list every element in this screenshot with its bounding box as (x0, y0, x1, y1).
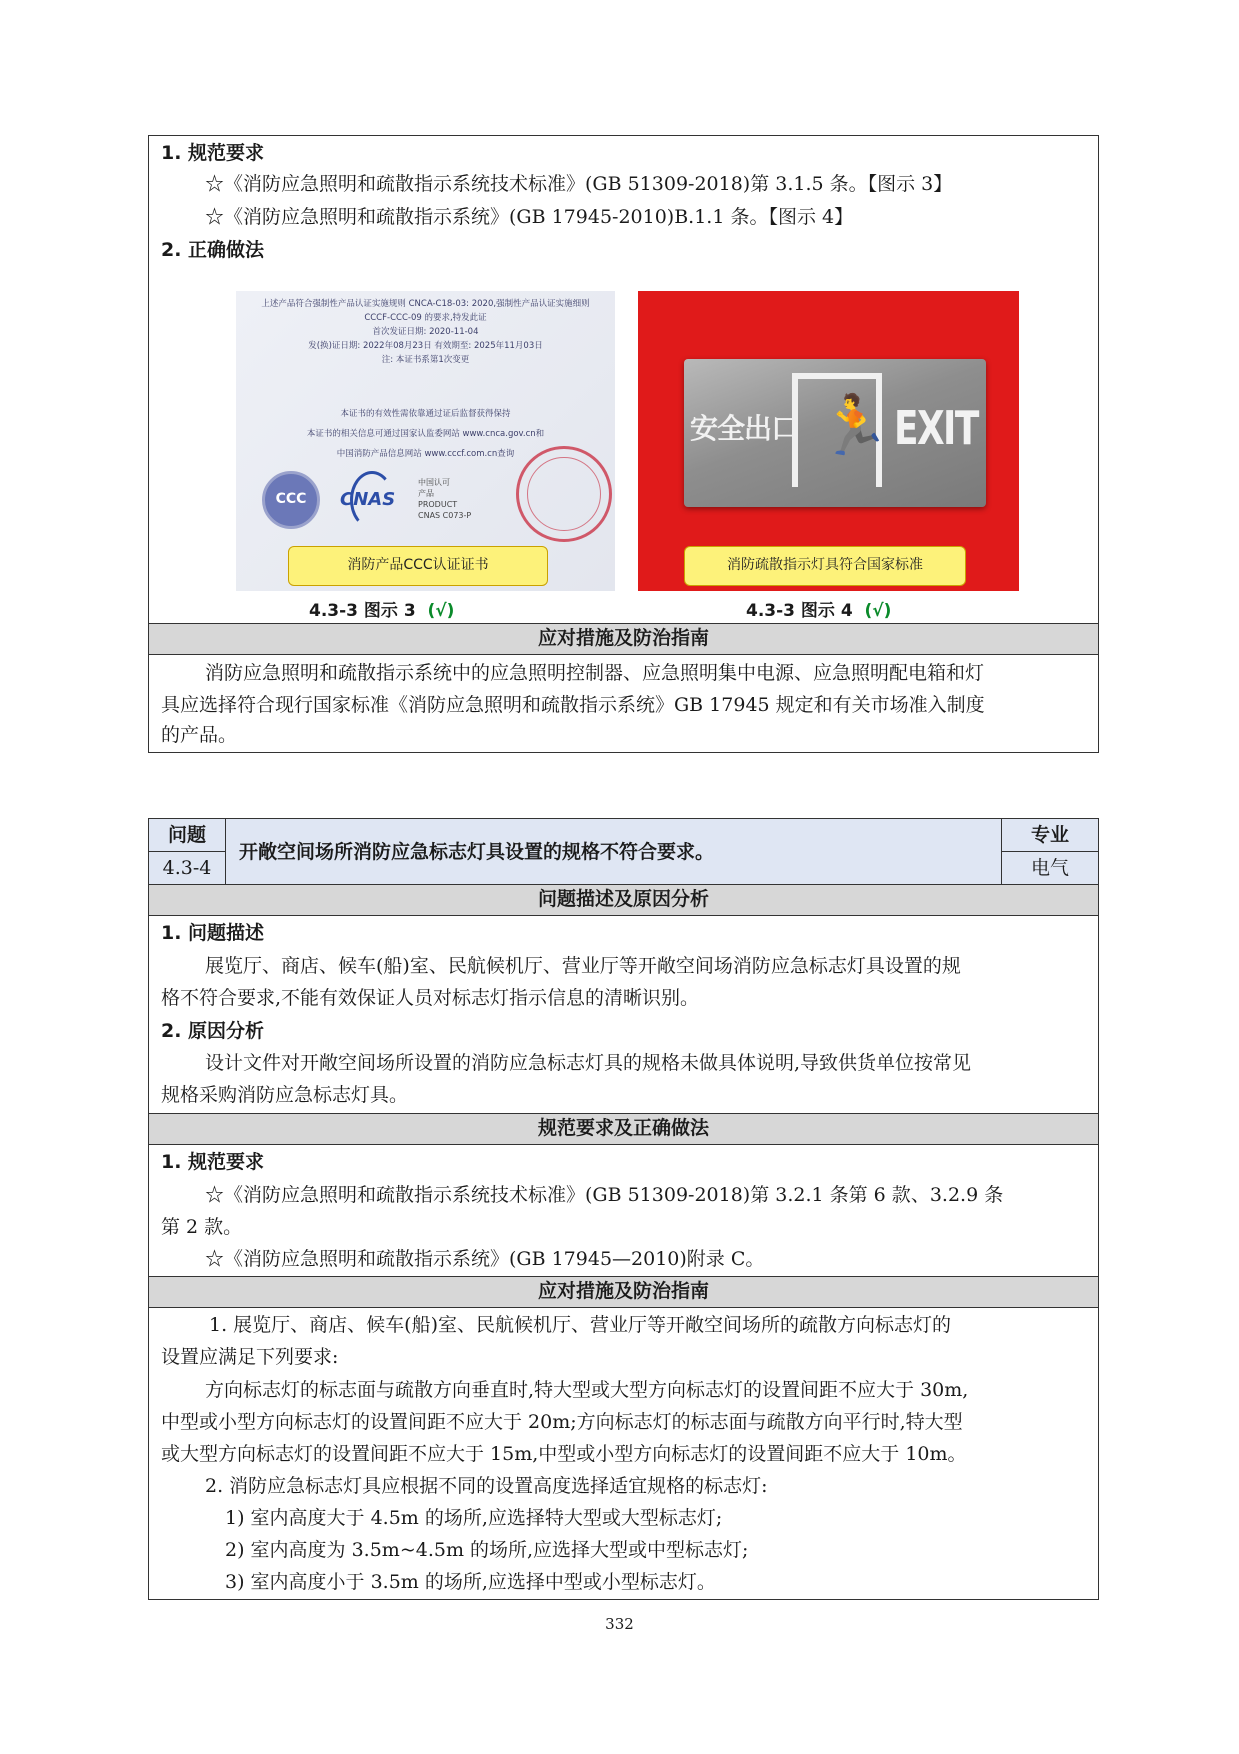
cert-line-7: 本证书的相关信息可通过国家认监委网站 www.cnca.gov.cn和 (306, 429, 545, 439)
section2-table (148, 818, 1099, 1600)
req-heading: 1. 规范要求 (161, 142, 265, 164)
measures2-line-2: 设置应满足下列要求: (161, 1346, 339, 1368)
exit-sign-plate (684, 359, 986, 507)
cert-line-4: 发(换)证日期: 2022年08月23日 有效期至: 2025年11月03日 (308, 341, 543, 351)
figure3-badge: 消防产品CCC认证证书 (288, 546, 548, 586)
analysis-band: 问题描述及原因分析 (149, 884, 1098, 916)
figure4-caption: 4.3-3 图示 4 (√) (746, 601, 892, 621)
req2-line-3: ☆《消防应急照明和疏散指示系统》(GB 17945—2010)附录 C。 (205, 1248, 765, 1270)
desc-line-2: 格不符合要求,不能有效保证人员对标志灯指示信息的清晰识别。 (161, 987, 700, 1009)
practice-heading: 2. 正确做法 (161, 239, 265, 261)
header-vline-1 (225, 819, 226, 885)
exit-sign-en-text: EXIT (894, 401, 978, 455)
measures-band-2: 应对措施及防治指南 (149, 1276, 1098, 1308)
measures-band-1: 应对措施及防治指南 (149, 623, 1098, 655)
req-line-2: ☆《消防应急照明和疏散指示系统》(GB 17945-2010)B.1.1 条。【图示 4】 (205, 206, 854, 228)
ccc-certificate-image (236, 291, 615, 591)
cert-line-3: 首次发证日期: 2020-11-04 (372, 327, 479, 337)
cnas-product-text: 中国认可 产品 PRODUCT CNAS C073-P (418, 478, 472, 520)
measures2-line-1: 1. 展览厅、商店、候车(船)室、民航候机厅、营业厅等开敞空间场所的疏散方向标志灯的 (209, 1314, 951, 1336)
req2-heading: 1. 规范要求 (161, 1151, 265, 1173)
cause-line-1: 设计文件对开敞空间场所设置的消防应急标志灯具的规格未做具体说明,导致供货单位按常见 (205, 1052, 972, 1074)
cause-line-2: 规格采购消防应急标志灯具。 (161, 1084, 409, 1106)
measures1-line-2: 具应选择符合现行国家标准《消防应急照明和疏散指示系统》GB 17945 规定和有关市场准入制度 (161, 694, 985, 716)
issue-label: 问题 (167, 824, 206, 846)
issue-number: 4.3-4 (162, 857, 212, 879)
measures2-line-8: 2) 室内高度为 3.5m~4.5m 的场所,应选择大型或中型标志灯; (225, 1539, 749, 1561)
cert-line-1: 上述产品符合强制性产品认证实施规则 CNCA-C18-03: 2020,强制性产品认证实施细则 (261, 299, 590, 309)
measures2-line-5: 或大型方向标志灯的设置间距不应大于 15m,中型或小型方向标志灯的设置间距不应大于 10m。 (161, 1443, 967, 1465)
section1-table (148, 135, 1099, 753)
exit-sign-image (638, 291, 1019, 591)
req-line-1: ☆《消防应急照明和疏散指示系统技术标准》(GB 51309-2018)第 3.1.5 条。【图示 3】 (205, 173, 953, 195)
issue-title: 开敞空间场所消防应急标志灯具设置的规格不符合要求。 (239, 841, 715, 863)
ccc-logo-icon: CCC (262, 471, 320, 529)
running-man-icon: 🏃 (792, 373, 882, 487)
major-label: 专业 (1030, 824, 1069, 846)
header-divider-left (149, 851, 225, 852)
measures2-line-4: 中型或小型方向标志灯的设置间距不应大于 20m;方向标志灯的标志面与疏散方向平行时,特大型 (161, 1411, 963, 1433)
figure4-badge: 消防疏散指示灯具符合国家标准 (684, 546, 966, 586)
cert-line-2: CCCF-CCC-09 的要求,特发此证 (364, 313, 487, 323)
desc-heading: 1. 问题描述 (161, 922, 265, 944)
cert-line-5: 注: 本证书系第1次变更 (381, 355, 470, 365)
major-value: 电气 (1030, 857, 1069, 879)
measures2-line-7: 1) 室内高度大于 4.5m 的场所,应选择特大型或大型标志灯; (225, 1507, 723, 1529)
measures2-line-3: 方向标志灯的标志面与疏散方向垂直时,特大型或大型方向标志灯的设置间距不应大于 30m, (205, 1379, 969, 1401)
exit-sign-cn-text: 安全出口 (690, 412, 799, 445)
cause-heading: 2. 原因分析 (161, 1020, 265, 1042)
measures1-line-3: 的产品。 (161, 724, 238, 746)
page-number: 332 (605, 1615, 634, 1633)
norms-band: 规范要求及正确做法 (149, 1113, 1098, 1145)
req2-line-2: 第 2 款。 (161, 1216, 243, 1238)
req2-line-1: ☆《消防应急照明和疏散指示系统技术标准》(GB 51309-2018)第 3.2.1 条第 6 款、3.2.9 条 (205, 1184, 1004, 1206)
desc-line-1: 展览厅、商店、候车(船)室、民航候机厅、营业厅等开敞空间场消防应急标志灯具设置的规 (205, 955, 961, 977)
measures2-line-9: 3) 室内高度小于 3.5m 的场所,应选择中型或小型标志灯。 (225, 1571, 716, 1593)
figure3-caption: 4.3-3 图示 3 (√) (309, 601, 455, 621)
issue-header (149, 819, 1098, 885)
red-seal-icon (516, 446, 612, 542)
measures1-line-1: 消防应急照明和疏散指示系统中的应急照明控制器、应急照明集中电源、应急照明配电箱和灯 (205, 662, 985, 684)
cert-line-6: 本证书的有效性需依靠通过证后监督获得保持 (340, 409, 511, 419)
cert-line-8: 中国消防产品信息网站 www.cccf.com.cn查询 (336, 449, 515, 459)
measures2-line-6: 2. 消防应急标志灯具应根据不同的设置高度选择适宜规格的标志灯: (205, 1475, 768, 1497)
cnas-logo-icon: CNAS (340, 471, 404, 529)
